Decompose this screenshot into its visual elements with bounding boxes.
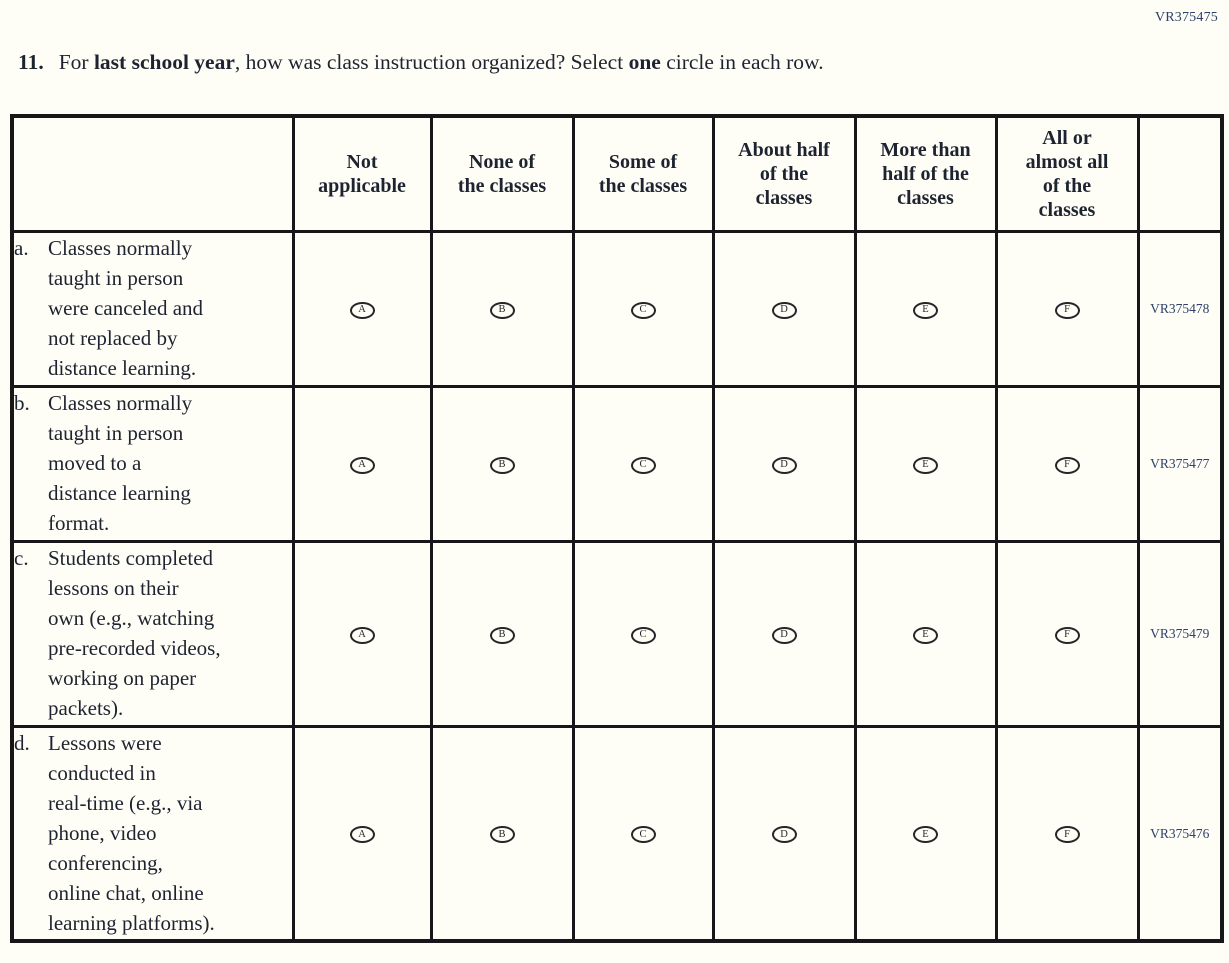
answer-bubble-e[interactable]: E (913, 826, 938, 843)
answer-cell-b-c (573, 387, 713, 542)
answer-cell-b-b (431, 387, 573, 542)
answer-cell-d-d (713, 727, 855, 942)
answer-bubble-b[interactable]: B (490, 826, 515, 843)
question-number: 11. (18, 50, 44, 74)
row-stem-text: Classes normally taught in person were canceled and not replaced by distance learning. (48, 236, 204, 380)
column-header-all-or-almost-all-of-the-classes: All or almost all of the classes (996, 116, 1138, 232)
row-stem-text: Students completed lessons on their own (e.g., watching pre-recorded videos, working on paper packets). (48, 546, 221, 720)
answer-cell-c-b (431, 542, 573, 727)
row-letter: c. (14, 546, 29, 570)
answer-cell-c-a (293, 542, 431, 727)
answer-bubble-b[interactable]: B (490, 302, 515, 319)
row-stem-b (12, 387, 293, 542)
answer-cell-a-d (713, 232, 855, 387)
answer-bubble-b[interactable]: B (490, 457, 515, 474)
answer-bubble-f[interactable]: F (1055, 457, 1080, 474)
answer-cell-d-a (293, 727, 431, 942)
answer-bubble-f[interactable]: F (1055, 627, 1080, 644)
column-header-not-applicable: Not applicable (293, 116, 431, 232)
answer-bubble-f[interactable]: F (1055, 826, 1080, 843)
answer-cell-d-f (996, 727, 1138, 942)
column-header-row-stems (12, 116, 293, 232)
answer-cell-c-d (713, 542, 855, 727)
answer-cell-b-d (713, 387, 855, 542)
answer-bubble-d[interactable]: D (772, 457, 797, 474)
answer-cell-b-e (855, 387, 996, 542)
answer-cell-c-f (996, 542, 1138, 727)
row-letter: a. (14, 236, 29, 260)
answer-bubble-d[interactable]: D (772, 302, 797, 319)
answer-cell-d-c (573, 727, 713, 942)
answer-bubble-c[interactable]: C (631, 302, 656, 319)
table-row-d (12, 727, 1222, 942)
instruction-organization-table (10, 114, 1224, 943)
answer-cell-c-e (855, 542, 996, 727)
row-stem-text: Lessons were conducted in real-time (e.g., via phone, video conferencing, online chat, online learning platforms). (48, 731, 215, 935)
column-header-more-than-half-of-the-classes: More than half of the classes (855, 116, 996, 232)
question-text: For last school year, how was class instruction organized? Select one circle in each row. (58, 50, 824, 74)
answer-bubble-a[interactable]: A (350, 302, 375, 319)
column-header-none-of-the-classes: None of the classes (431, 116, 573, 232)
table-row-c (12, 542, 1222, 727)
answer-bubble-d[interactable]: D (772, 627, 797, 644)
row-code: VR375478 (1138, 232, 1222, 387)
answer-cell-c-c (573, 542, 713, 727)
answer-bubble-a[interactable]: A (350, 457, 375, 474)
answer-bubble-a[interactable]: A (350, 826, 375, 843)
answer-bubble-e[interactable]: E (913, 302, 938, 319)
answer-bubble-e[interactable]: E (913, 457, 938, 474)
answer-cell-a-e (855, 232, 996, 387)
answer-bubble-c[interactable]: C (631, 457, 656, 474)
table-body (12, 232, 1222, 942)
row-stem-a (12, 232, 293, 387)
column-header-some-of-the-classes: Some of the classes (573, 116, 713, 232)
row-stem-c (12, 542, 293, 727)
row-code: VR375477 (1138, 387, 1222, 542)
answer-bubble-f[interactable]: F (1055, 302, 1080, 319)
column-header-about-half-of-the-classes: About half of the classes (713, 116, 855, 232)
row-letter: b. (14, 391, 30, 415)
row-code: VR375476 (1138, 727, 1222, 942)
answer-cell-d-b (431, 727, 573, 942)
answer-cell-a-a (293, 232, 431, 387)
answer-bubble-c[interactable]: C (631, 627, 656, 644)
answer-bubble-c[interactable]: C (631, 826, 656, 843)
answer-cell-d-e (855, 727, 996, 942)
row-stem-d (12, 727, 293, 942)
answer-bubble-a[interactable]: A (350, 627, 375, 644)
row-stem-text: Classes normally taught in person moved to a distance learning format. (48, 391, 193, 535)
table-row-b (12, 387, 1222, 542)
answer-cell-a-b (431, 232, 573, 387)
answer-cell-b-f (996, 387, 1138, 542)
question-11 (18, 50, 1208, 75)
answer-bubble-b[interactable]: B (490, 627, 515, 644)
answer-bubble-e[interactable]: E (913, 627, 938, 644)
answer-cell-b-a (293, 387, 431, 542)
table-header-row (12, 116, 1222, 232)
table-row-a (12, 232, 1222, 387)
page-form-code: VR375475 (1154, 10, 1218, 25)
answer-cell-a-f (996, 232, 1138, 387)
answer-cell-a-c (573, 232, 713, 387)
answer-bubble-d[interactable]: D (772, 826, 797, 843)
row-letter: d. (14, 731, 30, 755)
row-code: VR375479 (1138, 542, 1222, 727)
column-header-code (1138, 116, 1222, 232)
